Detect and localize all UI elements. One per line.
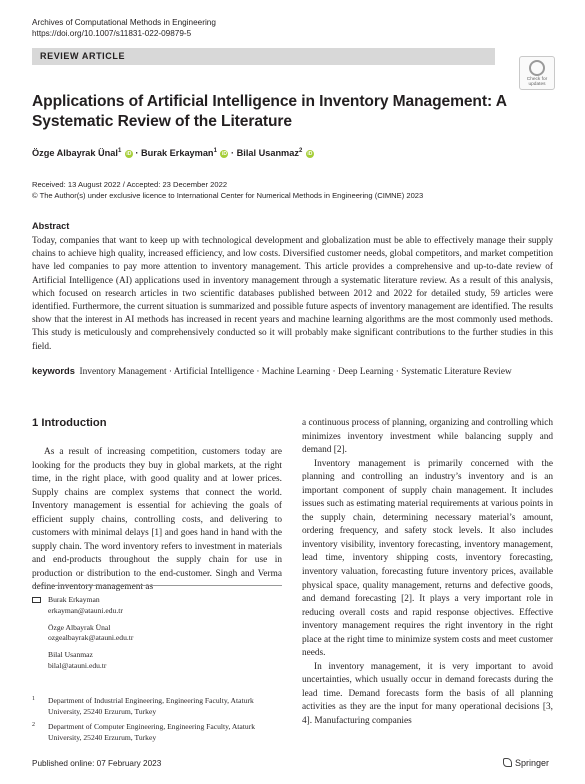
received-accepted-dates: Received: 13 August 2022 / Accepted: 23 December 2022 (32, 180, 228, 189)
contact-name: Burak Erkayman (48, 595, 100, 604)
affiliation (32, 722, 282, 744)
footnote-divider (32, 585, 282, 586)
paragraph: In inventory management, it is very important to avoid uncertainties, which usually occur in demand forecasts during the lead time. Demand forecasts form the basis of all planning activities as they are the input for many operational decisions [3, 4]. Manufacturing companies (302, 661, 553, 727)
paper-title: Applications of Artificial Intelligence in Inventory Management: A Systematic Review of the Literature (32, 93, 507, 130)
keywords-label: keywords (32, 366, 75, 376)
affiliation-text: Department of Computer Engineering, Engineering Faculty, Ataturk University, 25240 Erzurum, Turkey (48, 722, 256, 742)
author-list: Özge Albayrak Ünal$^1$ iD · Burak Erkayman$^1$ iD · Bilal Usanmaz$^2$ iD (32, 148, 313, 159)
doi-link[interactable]: https://doi.org/10.1007/s11831-022-09879-5 (32, 29, 192, 38)
orcid-icon[interactable]: iD (221, 151, 227, 158)
journal-header (32, 17, 216, 39)
author-name[interactable]: Özge Albayrak Ünal (32, 148, 118, 159)
contact-entry (32, 595, 282, 617)
publisher-name: Springer (515, 758, 550, 768)
affiliation-number: 1 (32, 696, 35, 702)
contact-name: Bilal Usanmaz (48, 650, 93, 660)
section-heading-introduction: 1 Introduction (32, 417, 107, 429)
affiliation-marker: 1 (117, 148, 122, 154)
contact-email[interactable]: ozgealbayrak@atauni.edu.tr (48, 633, 134, 643)
keywords (32, 365, 553, 379)
paragraph: As a result of increasing competition, customers today are looking for the products they buy in global markets, at the right time, in the right place, with good quality and at lower prices. Supply chains are complex systems that connect the world. Inventory management is essential for achieving the goals of efficient supply chains, controlling costs, and delivering to customers with minimal delays [1] and goes hand in hand with the supply chain. The word inventory refers to investment in materials and end-products throughout the supply chain for use in production or distribution to the end-customer. Singh and Verma define inventory management as (32, 447, 282, 593)
contact-email[interactable]: erkayman@atauni.edu.tr (48, 605, 123, 615)
article-history (32, 179, 423, 201)
refresh-icon (529, 60, 545, 76)
published-date: Published online: 07 February 2023 (32, 759, 162, 768)
check-for-updates-button[interactable] (519, 56, 555, 90)
abstract-heading: Abstract (32, 221, 70, 231)
contact-entry (32, 650, 282, 672)
orcid-icon[interactable]: iD (307, 151, 313, 158)
publisher-logo (503, 758, 549, 768)
corresponding-contacts (32, 595, 282, 678)
paragraph: a continuous process of planning, organizing and controlling which minimizes inventory investment while balancing supply and demand [2]. (302, 418, 553, 456)
body-column-left (32, 446, 282, 595)
body-column-right (302, 417, 553, 729)
orcid-icon[interactable]: iD (126, 151, 132, 158)
paragraph: Inventory management is primarily concerned with the planning and controlling an industry’s inventory and is an important component of supply chain management. It includes issues such as estimating material requirements at various points in the supply chain, determining necessary material’s amount, ordering frequency, and safety stock levels. It also includes inventory visibility, inventory forecasting, inventory management, lead time, inventory shipping costs, inventory forecasting, inventory valuation, forecasting future inventory prices, available physical space, quality management, returns and defective goods, and demand forecasting [2]. It plays a very important role in reducing overall costs and rapid response objectives. Effective inventory management requires the right inventory in the right place at the right time to minimize system costs and meet customer needs. (302, 458, 553, 659)
article-type-banner: REVIEW ARTICLE (32, 48, 495, 65)
keywords-list: Inventory Management · Artificial Intelligence · Machine Learning · Deep Learning · Systematic Literature Review (79, 367, 512, 377)
envelope-icon (32, 597, 41, 603)
affiliation (32, 696, 282, 718)
check-updates-label: Check for updates (526, 77, 548, 87)
abstract-text: Today, companies that want to keep up with technological development and globalization must be able to effectively manage their supply chains to achieve high quality, increased efficiency, and low costs. Diversified customer needs, global competitors, and market competition have led companies to pay more attention to inventory management. This article provides a comprehensive and up-to-date review of Artificial Intelligence (AI) applications used in inventory management through a systematic literature review. As a result of this analysis, which focused on research articles in two scientific databases published between 2012 and 2022 for detailed study, 59 articles were identified. Furthermore, the current situation is summarized and possible future aspects of inventory management are identified. The results show that the interest in AI methods has increased in recent years and machine learning algorithms are the most commonly used methods. This study is meticulously and comprehensively conducted so it will probably make significant contributions to the further studies in this field. (32, 236, 553, 352)
affiliation-number: 2 (32, 722, 35, 728)
springer-horse-icon (503, 758, 512, 767)
copyright-notice: © The Author(s) under exclusive licence to International Center for Numerical Methods in Engineering (CIMNE) 2023 (32, 191, 424, 200)
contact-entry (32, 623, 282, 645)
author-name[interactable]: Burak Erkayman (141, 148, 214, 159)
contact-name: Özge Albayrak Ünal (48, 622, 111, 632)
affiliation-marker: 1 (213, 148, 217, 154)
contact-email[interactable]: bilal@atauni.edu.tr (48, 660, 107, 670)
author-name[interactable]: Bilal Usanmaz (236, 148, 299, 159)
affiliation-text: Department of Industrial Engineering, Engineering Faculty, Ataturk University, 25240 Erzurum, Turkey (48, 696, 254, 716)
affiliation-marker: 2 (298, 148, 303, 154)
journal-name: Archives of Computational Methods in Engineering (32, 18, 216, 27)
